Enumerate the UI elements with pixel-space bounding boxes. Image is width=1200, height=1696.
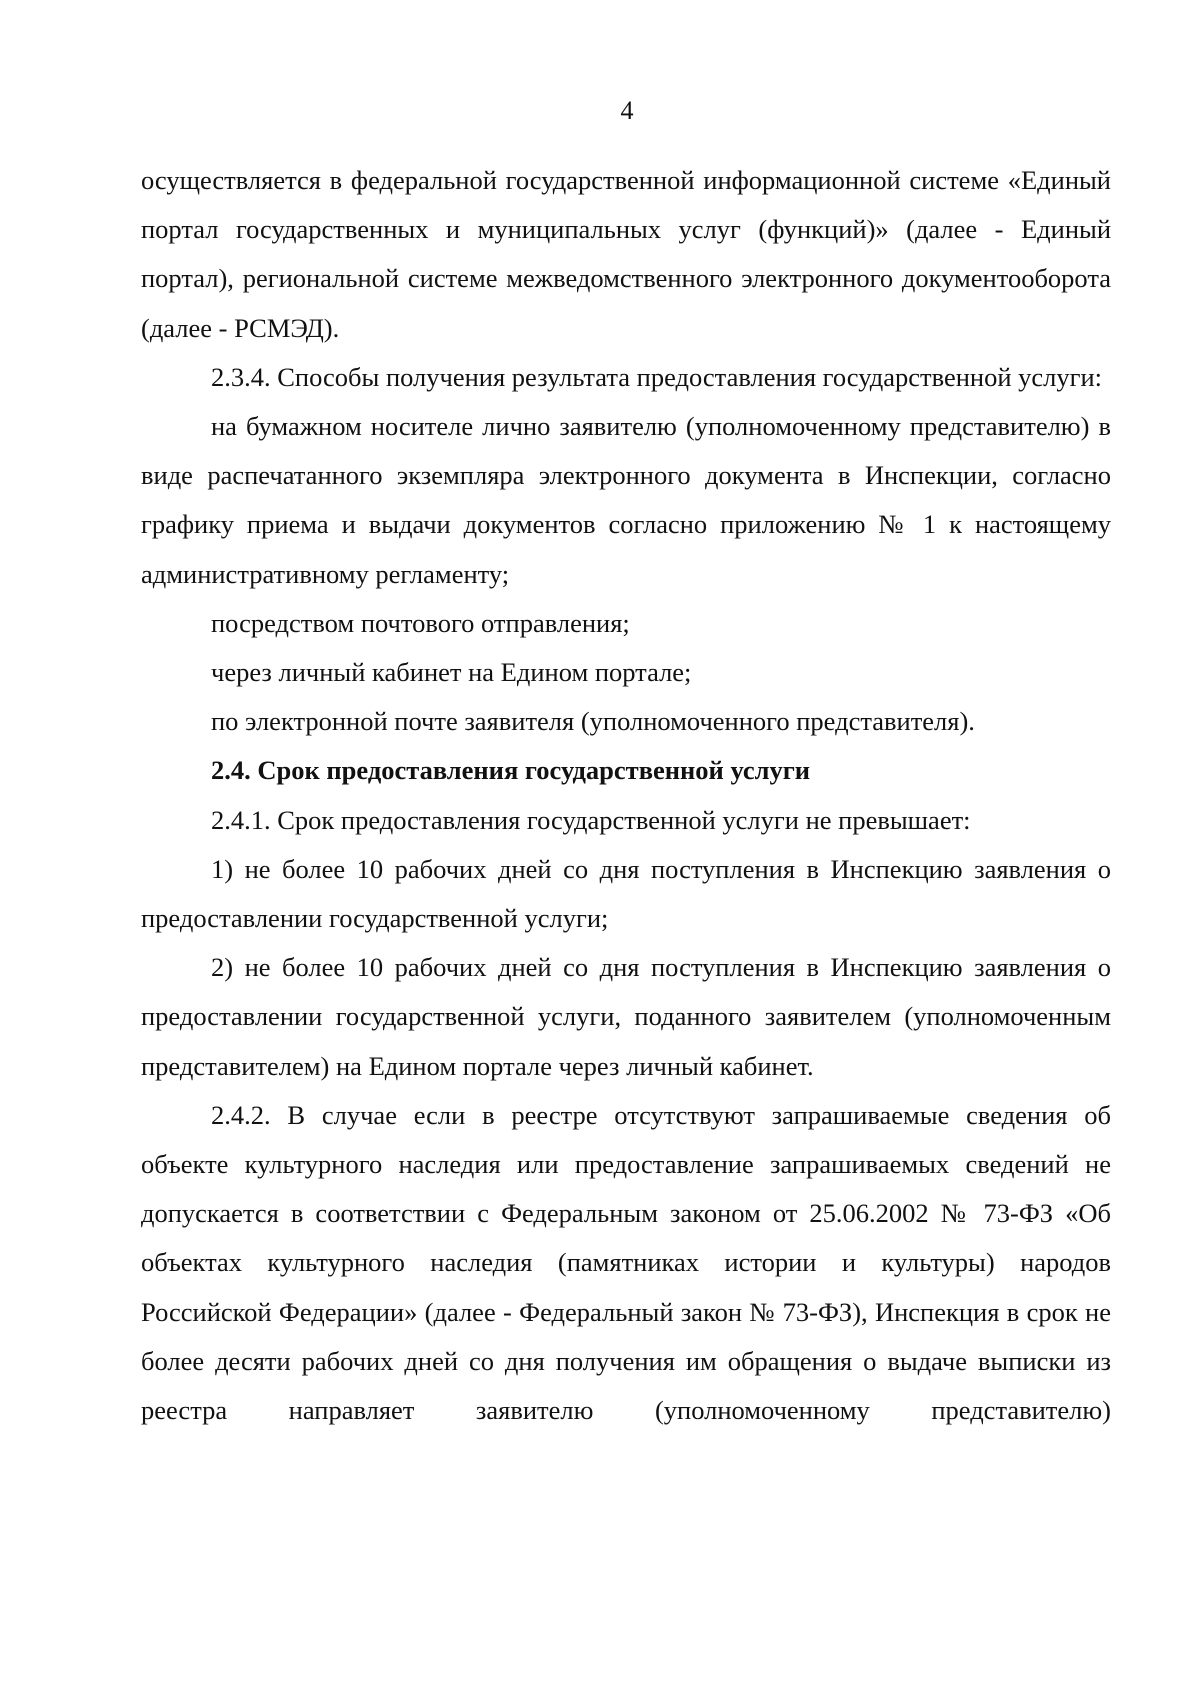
paragraph-2-4-1: 2.4.1. Срок предоставления государственной услуги не превышает: [211, 804, 971, 835]
paragraph-continuation: осуществляется в федеральной государственной информационной системе «Единый портал государственных и муниципальных услуг (функций)» (далее - Единый портал), региональной системе межведомственного электронного документооборота (далее - РСМЭД). [141, 165, 1111, 343]
paragraph-2-4-2: 2.4.2. В случае если в реестре отсутствуют запрашиваемые сведения об объекте культурного наследия или предоставление запрашиваемых сведений не допускается в соответствии с Федеральным законом от 25.06.2002 № 73-ФЗ «Об объектах культурного наследия (памятниках истории и культуры) народов Российской Федерации» (далее - Федеральный закон № 73-ФЗ), Инспекция в срок не более десяти рабочих дней со дня получения им обращения о выдаче выписки из реестра направляет заявителю (уполномоченному представителю) [141, 1099, 1111, 1426]
page-number: 4 [620, 96, 634, 125]
paragraph-email: по электронной почте заявителя (уполномоченного представителя). [211, 706, 975, 737]
paragraph-postal: посредством почтового отправления; [211, 607, 630, 638]
paragraph-2-3-4: 2.3.4. Способы получения результата предоставления государственной услуги: [211, 361, 1103, 392]
section-heading-2-4: 2.4. Срок предоставления государственной услуги [211, 755, 811, 786]
paragraph-paper-medium: на бумажном носителе лично заявителю (уполномоченному представителю) в виде распечатанного экземпляра электронного документа в Инспекции, согласно графику приема и выдачи документов согласно приложению № 1 к настоящему административному регламенту; [141, 411, 1111, 589]
paragraph-personal-account: через личный кабинет на Едином портале; [211, 657, 692, 688]
list-item-1: 1) не более 10 рабочих дней со дня поступления в Инспекцию заявления о предоставлении государственной услуги; [141, 853, 1111, 934]
list-item-2: 2) не более 10 рабочих дней со дня поступления в Инспекцию заявления о предоставлении государственной услуги, поданного заявителем (уполномоченным представителем) на Едином портале через личный кабинет. [141, 952, 1111, 1081]
document-body [141, 156, 1111, 1435]
